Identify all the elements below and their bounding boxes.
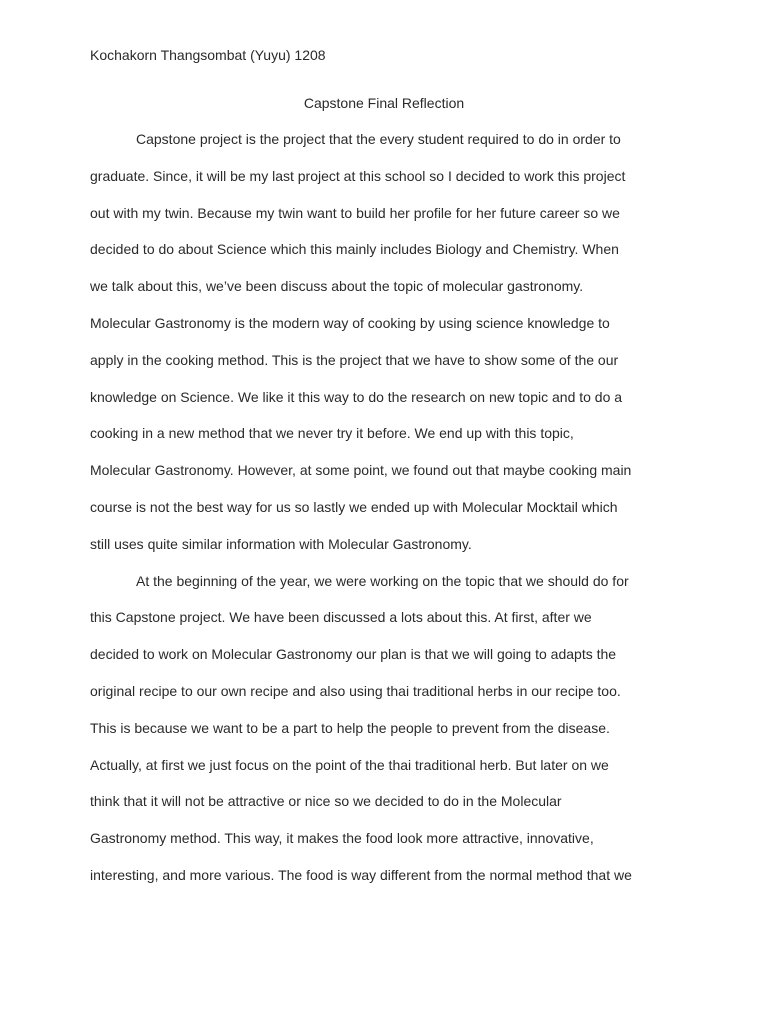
author-header: Kochakorn Thangsombat (Yuyu) 1208 bbox=[90, 47, 326, 63]
body-line: interesting, and more various. The food is way different from the normal method that we bbox=[90, 867, 632, 883]
body-line: decided to do about Science which this mainly includes Biology and Chemistry. When bbox=[90, 241, 619, 257]
body-line: original recipe to our own recipe and also using thai traditional herbs in our recipe too. bbox=[90, 683, 621, 699]
body-line: This is because we want to be a part to help the people to prevent from the disease. bbox=[90, 720, 610, 736]
body-line: out with my twin. Because my twin want to build her profile for her future career so we bbox=[90, 205, 620, 221]
body-line: Molecular Gastronomy. However, at some point, we found out that maybe cooking main bbox=[90, 462, 632, 478]
body-line: Molecular Gastronomy is the modern way of cooking by using science knowledge to bbox=[90, 315, 610, 331]
body-line: think that it will not be attractive or nice so we decided to do in the Molecular bbox=[90, 793, 562, 809]
body-line: cooking in a new method that we never try it before. We end up with this topic, bbox=[90, 425, 574, 441]
document-title: Capstone Final Reflection bbox=[303, 95, 465, 111]
body-line: Actually, at first we just focus on the point of the thai traditional herb. But later on we bbox=[90, 757, 609, 773]
body-line: Gastronomy method. This way, it makes the food look more attractive, innovative, bbox=[90, 830, 594, 846]
body-line: we talk about this, we’ve been discuss about the topic of molecular gastronomy. bbox=[90, 278, 584, 294]
body-line: still uses quite similar information with Molecular Gastronomy. bbox=[90, 536, 472, 552]
body-line: Capstone project is the project that the every student required to do in order to bbox=[136, 131, 621, 147]
body-line: course is not the best way for us so lastly we ended up with Molecular Mocktail which bbox=[90, 499, 618, 515]
body-line: apply in the cooking method. This is the project that we have to show some of the our bbox=[90, 352, 619, 368]
body-line: At the beginning of the year, we were working on the topic that we should do for bbox=[136, 573, 629, 589]
body-line: this Capstone project. We have been discussed a lots about this. At first, after we bbox=[90, 609, 592, 625]
body-line: decided to work on Molecular Gastronomy our plan is that we will going to adapts the bbox=[90, 646, 617, 662]
body-line: knowledge on Science. We like it this way to do the research on new topic and to do a bbox=[90, 389, 623, 405]
body-line: graduate. Since, it will be my last project at this school so I decided to work this project bbox=[90, 168, 626, 184]
